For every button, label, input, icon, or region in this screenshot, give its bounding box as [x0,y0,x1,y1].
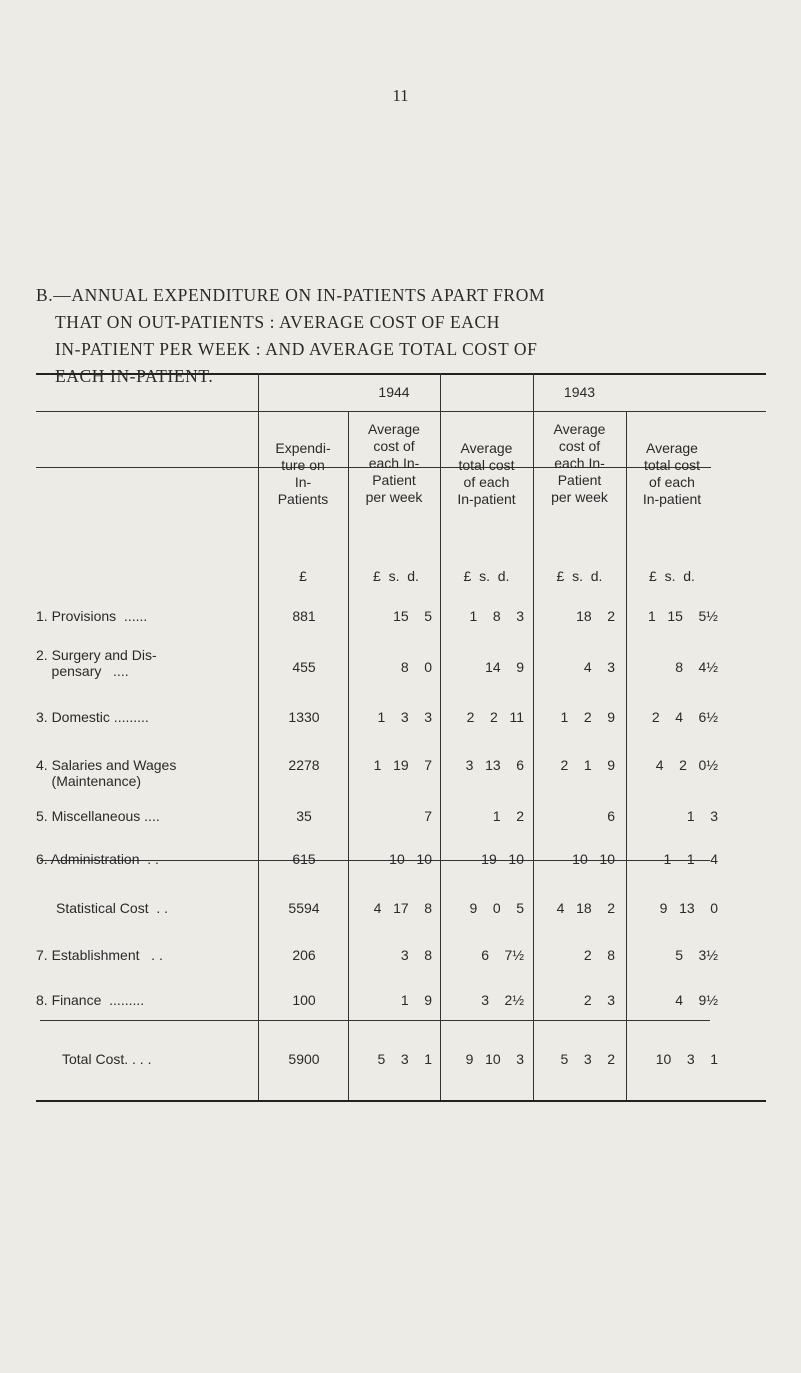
table-cell: 1 1 4 [663,851,718,867]
row-label: 4. Salaries and Wages (Maintenance) [36,757,177,789]
table-cell: 8 0 [400,659,432,675]
row-label: 2. Surgery and Dis- pensary .... [36,647,157,679]
page-number: 11 [392,86,409,105]
table-cell: 35 [296,808,312,824]
table-cell: 9 13 0 [659,900,718,916]
table-cell: 5900 [288,1051,320,1067]
table-cell: 1 9 [400,992,432,1008]
unit-label: £ s. d. [649,568,695,584]
table-cell: 1330 [288,709,320,725]
table-cell: 206 [292,947,316,963]
year-1944: 1944 [378,384,410,400]
table-cell: 14 9 [485,659,524,675]
table-cell: 2 1 9 [560,757,615,773]
row-label: 1. Provisions ...... [36,608,148,624]
table-top-rule [36,373,766,375]
title-line: B.—ANNUAL EXPENDITURE ON IN-PATIENTS APART FROM [36,285,546,305]
year-rule [36,411,766,412]
table-bottom-rule [36,1100,766,1102]
table-cell: 1 8 3 [469,608,524,624]
table-cell: 455 [292,659,316,675]
table-cell: 2278 [288,757,320,773]
unit-label: £ s. d. [373,568,419,584]
column-header-text: Average total cost of each In-patient [642,440,702,507]
table-cell: 1 3 [686,808,718,824]
row-label: Statistical Cost . . [56,900,169,916]
column-header [348,421,440,506]
table-cell: 2 2 11 [466,709,524,725]
table-cell: 15 5 [393,608,432,624]
table-cell: 4 9½ [675,992,718,1008]
title-line: THAT ON OUT-PATIENTS : AVERAGE COST OF EACH [55,312,501,332]
table-cell: 10 10 [572,851,615,867]
table-cell: 2 8 [583,947,615,963]
table-cell: 1 2 9 [560,709,615,725]
table-cell: 19 10 [481,851,524,867]
column-header-text: Average cost of each In- Patient per week [365,421,423,505]
table-cell: 18 2 [576,608,615,624]
table-cell: 5 3 1 [377,1051,432,1067]
table-cell: 3 2½ [481,992,524,1008]
column-header [440,440,533,508]
column-header [258,440,348,508]
table-cell: 615 [292,851,316,867]
column-header [626,440,718,508]
unit-label: £ [299,568,307,584]
year-1943: 1943 [563,384,596,400]
table-cell: 10 10 [389,851,432,867]
table-cell: 5 3 2 [560,1051,615,1067]
unit-label: £ s. d. [556,568,603,584]
table-cell: 2 3 [583,992,615,1008]
table-cell: 4 3 [583,659,615,675]
row-label: 8. Finance ......... [36,992,145,1008]
row-label: 3. Domestic ......... [36,709,149,725]
table-cell: 10 3 1 [655,1051,718,1067]
table-cell: 5 3½ [675,947,718,963]
table-cell: 2 4 6½ [651,709,718,725]
column-header-text: Average total cost of each In-patient [457,440,516,507]
table-cell: 4 2 0½ [655,757,718,773]
table-cell: 9 10 3 [465,1051,524,1067]
table-cell: 3 13 6 [465,757,524,773]
column-header [533,421,626,506]
row-label: 6. Administration . . [36,851,159,867]
title-line: IN-PATIENT PER WEEK : AND AVERAGE TOTAL COST OF [55,339,538,359]
table-cell: 4 18 2 [556,900,615,916]
table-cell: 881 [292,608,316,624]
unit-label: £ s. d. [463,568,510,584]
table-cell: 1 3 3 [377,709,432,725]
table-cell: 8 4½ [675,659,718,675]
row-label: Total Cost. . . . [62,1051,152,1067]
table-cell: 1 2 [492,808,524,824]
row-label: 7. Establishment . . [36,947,163,963]
table-cell: 7 [424,808,432,824]
table-cell: 5594 [288,900,320,916]
table-cell: 3 8 [400,947,432,963]
row-label: 5. Miscellaneous .... [36,808,160,824]
total-rule [40,1020,710,1021]
column-header-text: Average cost of each In- Patient per week [551,421,608,505]
table-cell: 4 17 8 [373,900,432,916]
title-line: EACH IN-PATIENT. [55,366,214,386]
table-cell: 1 15 5½ [647,608,718,624]
table-cell: 1 19 7 [373,757,432,773]
table-cell: 100 [292,992,316,1008]
table-cell: 6 7½ [481,947,524,963]
table-cell: 6 [607,808,615,824]
column-header-text: Expendi- ture on In- Patients [275,440,331,507]
table-cell: 9 0 5 [469,900,524,916]
